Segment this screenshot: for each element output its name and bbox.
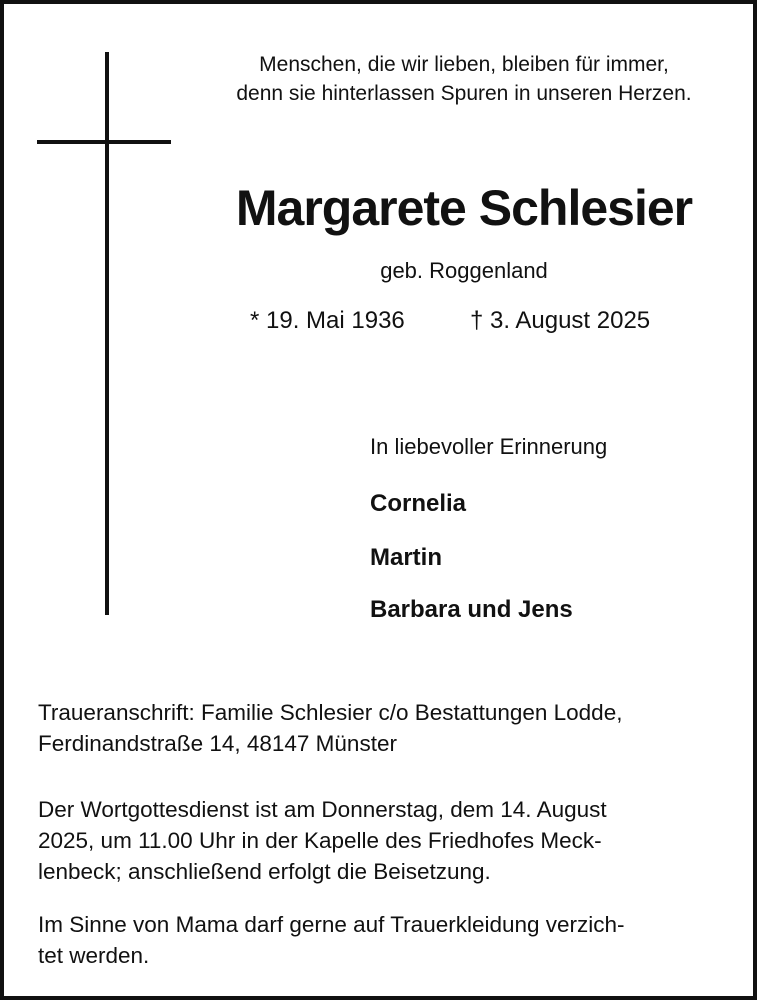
motto-line-2: denn sie hinterlassen Spuren in unseren Herzen. <box>236 82 692 105</box>
cross-icon-horizontal-bar <box>37 140 171 144</box>
maiden-name: geb. Roggenland <box>380 258 548 283</box>
attire-note <box>38 909 728 971</box>
motto-quote <box>184 50 744 108</box>
service-line-3: lenbeck; anschließend erfolgt die Beisetzung. <box>38 859 491 884</box>
mourner-name: Martin <box>370 544 442 571</box>
address-line-1: Traueranschrift: Familie Schlesier c/o Bestattungen Lodde, <box>38 700 623 725</box>
birth-date: * 19. Mai 1936 <box>250 307 405 334</box>
note-line-1: Im Sinne von Mama darf gerne auf Trauerkleidung verzich- <box>38 912 625 937</box>
death-date: † 3. August 2025 <box>470 307 651 334</box>
mourner-name: Cornelia <box>370 490 467 517</box>
mourner-name: Barbara und Jens <box>370 596 573 623</box>
remembrance-heading: In liebevoller Erinnerung <box>370 434 608 459</box>
cross-icon-vertical-bar <box>105 52 109 615</box>
motto-line-1: Menschen, die wir lieben, bleiben für immer, <box>259 53 669 76</box>
mourning-address <box>38 697 728 759</box>
service-line-1: Der Wortgottesdienst ist am Donnerstag, dem 14. August <box>38 797 607 822</box>
deceased-name: Margarete Schlesier <box>235 180 693 236</box>
address-line-2: Ferdinandstraße 14, 48147 Münster <box>38 731 397 756</box>
service-details <box>38 794 728 887</box>
note-line-2: tet werden. <box>38 943 150 968</box>
service-line-2: 2025, um 11.00 Uhr in der Kapelle des Friedhofes Meck- <box>38 828 602 853</box>
